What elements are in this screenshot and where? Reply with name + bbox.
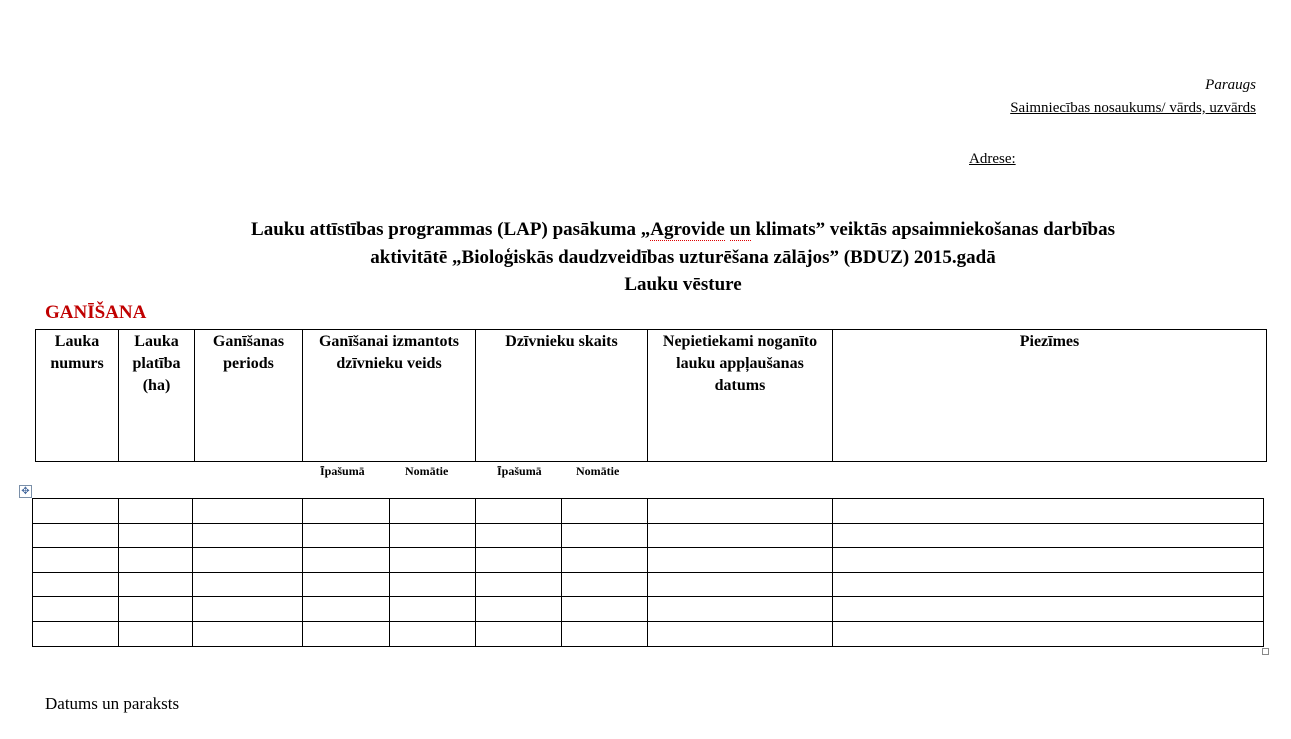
table-cell[interactable] xyxy=(562,499,648,524)
table-cell[interactable] xyxy=(193,499,303,524)
subheader-nomatie-1: Nomātie xyxy=(405,464,449,478)
table-cell[interactable] xyxy=(648,548,833,573)
table-cell[interactable] xyxy=(33,499,119,524)
table-row xyxy=(33,597,1264,622)
col-header-piezimes: Piezīmes xyxy=(833,330,1267,462)
table-cell[interactable] xyxy=(833,499,1264,524)
table-cell[interactable] xyxy=(562,621,648,646)
table-cell[interactable] xyxy=(390,523,476,548)
table-cell[interactable] xyxy=(476,523,562,548)
table-cell[interactable] xyxy=(648,499,833,524)
table-cell[interactable] xyxy=(303,621,390,646)
table-cell[interactable] xyxy=(390,499,476,524)
header-table xyxy=(35,329,1267,462)
title-word-un: un xyxy=(729,219,751,240)
table-cell[interactable] xyxy=(303,523,390,548)
table-cell[interactable] xyxy=(119,548,193,573)
table-cell[interactable] xyxy=(193,523,303,548)
signature-label: Datums un paraksts xyxy=(45,694,180,713)
document-title-line-1 xyxy=(0,219,1291,241)
table-cell[interactable] xyxy=(390,572,476,597)
section-label: GANĪŠANA xyxy=(45,302,147,323)
table-cell[interactable] xyxy=(193,572,303,597)
document-title-line-3: Lauku vēsture xyxy=(624,274,742,295)
table-cell[interactable] xyxy=(562,548,648,573)
table-cell[interactable] xyxy=(476,499,562,524)
table-cell[interactable] xyxy=(193,597,303,622)
table-cell[interactable] xyxy=(119,597,193,622)
table-cell[interactable] xyxy=(303,572,390,597)
table-row xyxy=(33,499,1264,524)
table-cell[interactable] xyxy=(833,621,1264,646)
table-cell[interactable] xyxy=(648,523,833,548)
table-cell[interactable] xyxy=(33,548,119,573)
table-resize-handle-icon[interactable] xyxy=(1262,648,1269,655)
table-row xyxy=(33,572,1264,597)
table-cell[interactable] xyxy=(390,597,476,622)
table-cell[interactable] xyxy=(833,572,1264,597)
table-row xyxy=(33,523,1264,548)
table-cell[interactable] xyxy=(648,572,833,597)
table-cell[interactable] xyxy=(562,523,648,548)
table-cell[interactable] xyxy=(390,621,476,646)
table-cell[interactable] xyxy=(193,548,303,573)
table-cell[interactable] xyxy=(562,597,648,622)
table-cell[interactable] xyxy=(833,548,1264,573)
col-header-ganisanas-periods: Ganīšanas periods xyxy=(195,330,303,462)
table-cell[interactable] xyxy=(833,523,1264,548)
table-cell[interactable] xyxy=(476,572,562,597)
table-cell[interactable] xyxy=(33,597,119,622)
address-field-label: Adrese: xyxy=(969,151,1016,167)
table-cell[interactable] xyxy=(390,548,476,573)
table-cell[interactable] xyxy=(303,548,390,573)
col-header-dzivnieku-veids: Ganīšanai izmantots dzīvnieku veids xyxy=(303,330,476,462)
table-cell[interactable] xyxy=(648,621,833,646)
table-cell[interactable] xyxy=(119,523,193,548)
title-part-end: klimats” veiktās apsaimniekošanas darbības xyxy=(750,219,1115,240)
table-cell[interactable] xyxy=(33,572,119,597)
table-cell[interactable] xyxy=(476,621,562,646)
table-cell[interactable] xyxy=(648,597,833,622)
table-cell[interactable] xyxy=(119,572,193,597)
subheader-nomatie-2: Nomātie xyxy=(576,464,620,478)
title-part: Lauku attīstības programmas (LAP) pasākuma „ xyxy=(251,219,651,240)
table-cell[interactable] xyxy=(193,621,303,646)
col-header-lauka-numurs: Lauka numurs xyxy=(36,330,119,462)
col-header-dzivnieku-skaits: Dzīvnieku skaits xyxy=(476,330,648,462)
col-header-applausanas-datums: Nepietiekami noganīto lauku appļaušanas datums xyxy=(648,330,833,462)
document-title-line-2: aktivitātē „Bioloģiskās daudzveidības uzturēšana zālājos” (BDUZ) 2015.gadā xyxy=(370,247,996,268)
col-header-lauka-platiba: Lauka platība (ha) xyxy=(119,330,195,462)
table-cell[interactable] xyxy=(119,499,193,524)
table-cell[interactable] xyxy=(33,523,119,548)
table-cell[interactable] xyxy=(33,621,119,646)
table-cell[interactable] xyxy=(476,597,562,622)
title-word-agrovide: Agrovide xyxy=(650,219,725,240)
sample-label: Paraugs xyxy=(1205,77,1256,93)
table-cell[interactable] xyxy=(303,499,390,524)
subheader-ipasuma-1: Īpašumā xyxy=(320,464,365,478)
title-space xyxy=(725,219,730,240)
table-cell[interactable] xyxy=(476,548,562,573)
farm-name-field-label: Saimniecības nosaukums/ vārds, uzvārds xyxy=(1010,100,1256,116)
table-row xyxy=(33,621,1264,646)
table-cell[interactable] xyxy=(303,597,390,622)
table-cell[interactable] xyxy=(833,597,1264,622)
table-row xyxy=(33,548,1264,573)
table-cell[interactable] xyxy=(562,572,648,597)
table-cell[interactable] xyxy=(119,621,193,646)
data-table xyxy=(32,498,1264,647)
table-move-handle-icon[interactable]: ✥ xyxy=(19,485,32,498)
subheader-ipasuma-2: Īpašumā xyxy=(497,464,542,478)
